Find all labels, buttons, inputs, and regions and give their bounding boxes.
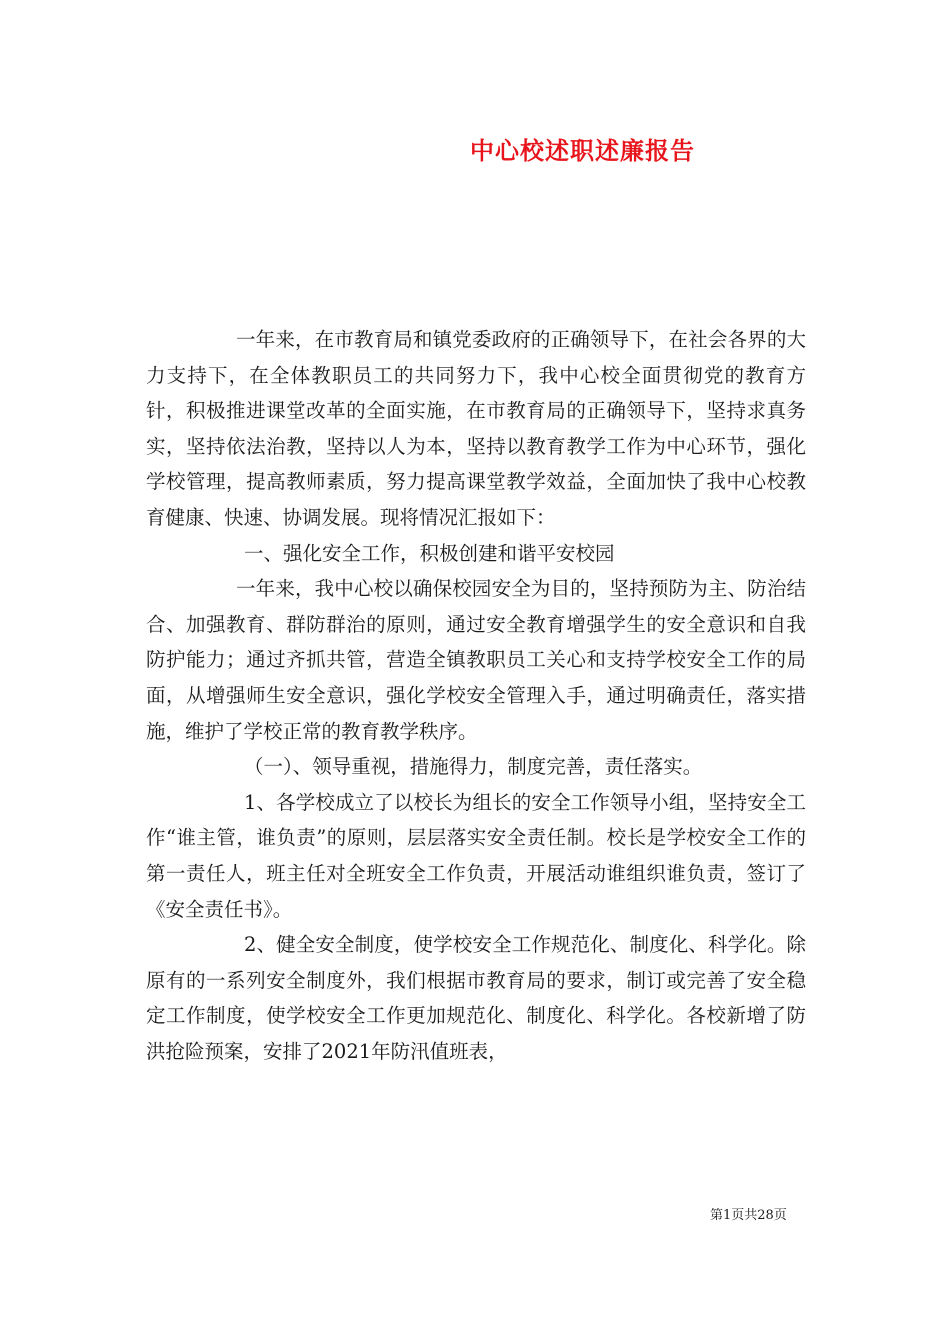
section-paragraph: 一年来，我中心校以确保校园安全为目的，坚持预防为主、防治结合、加强教育、群防群治的原则，通过安全教育增强学生的安全意识和自我防护能力；通过齐抓共管，营造全镇教职员工关心和支持学校安全工作的局面，从增强师生安全意识，强化学校安全管理入手，通过明确责任，落实措施，维护了学校正常的教育教学秩序。: [146, 577, 806, 743]
page-title: 中心校述职述廉报告: [470, 136, 695, 165]
page-number-footer: 第1页共28页: [710, 1208, 787, 1223]
intro-paragraph: 一年来，在市教育局和镇党委政府的正确领导下，在社会各界的大力支持下，在全体教职员工的共同努力下，我中心校全面贯彻党的教育方针，积极推进课堂改革的全面实施，在市教育局的正确领导下，坚持求真务实，坚持依法治教，坚持以人为本，坚持以教育教学工作为中心环节，强化学校管理，提高教师素质，努力提高课堂教学效益，全面加快了我中心校教育健康、快速、协调发展。现将情况汇报如下：: [146, 328, 806, 529]
numbered-paragraph-2: 2、健全安全制度，使学校安全工作规范化、制度化、科学化。除原有的一系列安全制度外，我们根据市教育局的要求，制订或完善了安全稳定工作制度，使学校安全工作更加规范化、制度化、科学化。各校新增了防洪抢险预案，安排了2021年防汛值班表，: [146, 933, 806, 1063]
subsection-heading: （一）、领导重视，措施得力，制度完善，责任落实。: [244, 755, 703, 779]
numbered-paragraph-1: 1、各学校成立了以校长为组长的安全工作领导小组，坚持安全工作“谁主管，谁负责”的原则，层层落实安全责任制。校长是学校安全工作的第一责任人，班主任对全班安全工作负责，开展活动谁组织谁负责，签订了《安全责任书》。: [146, 790, 806, 921]
document-body: [146, 322, 806, 1069]
section-heading: 一、强化安全工作，积极创建和谐平安校园: [244, 541, 615, 565]
